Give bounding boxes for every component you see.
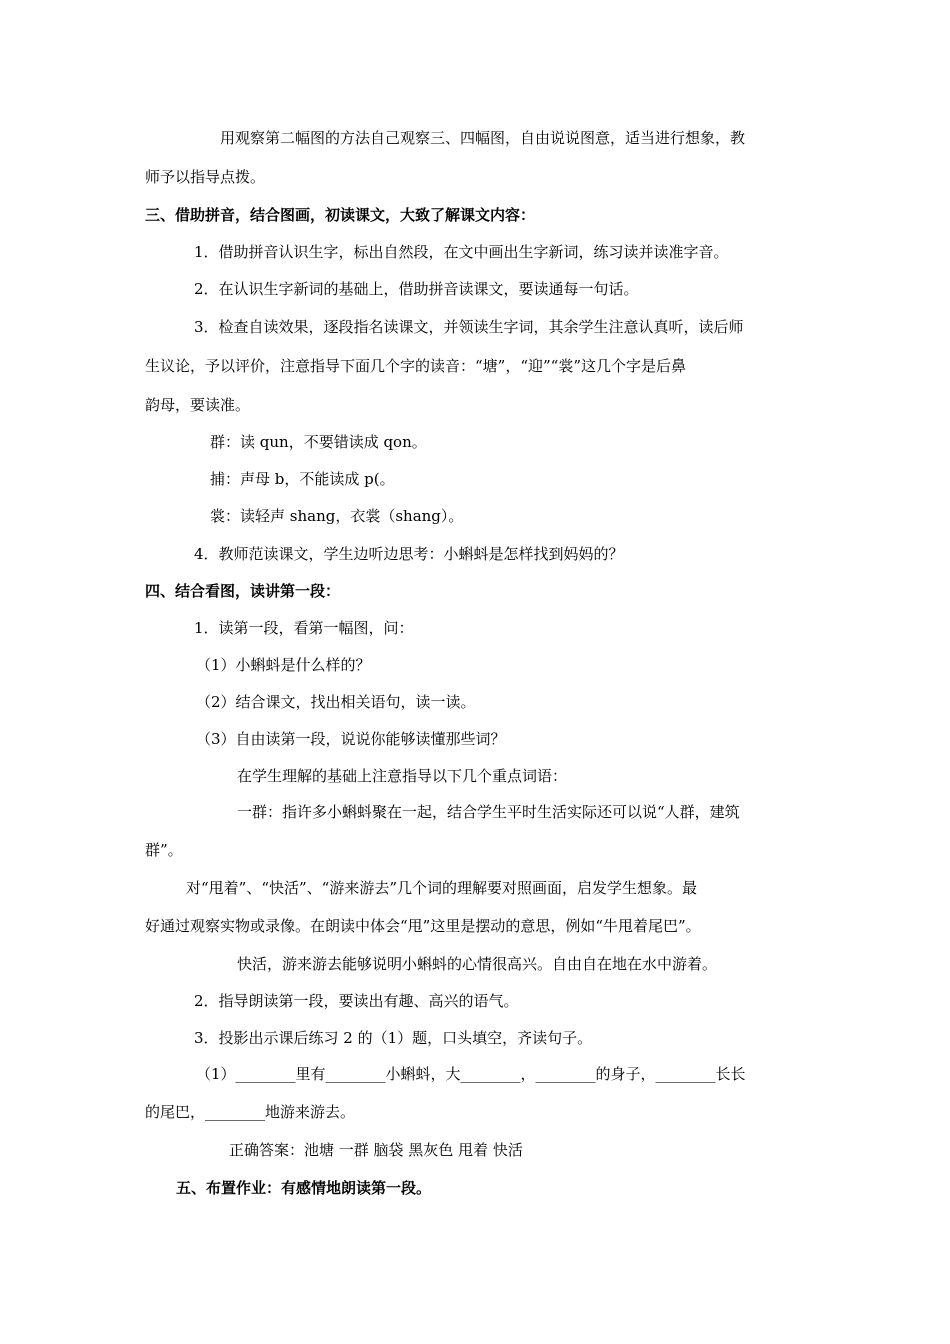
paragraph-line: 用观察第二幅图的方法自己观察三、四幅图，自由说说图意，适当进行想象，教 [220,129,746,147]
pronunciation-note: 捕：声母 b，不能读成 p(。 [210,470,395,488]
list-item: 4．教师范读课文，学生边听边思考：小蝌蚪是怎样找到妈妈的？ [194,545,624,563]
paragraph-line: 群”。 [145,841,183,859]
paragraph-line: 好通过观察实物或录像。在朗读中体会“甩”这里是摆动的意思，例如“牛甩着尾巴”。 [145,917,701,935]
sub-question: （3）自由读第一段，说说你能够读懂那些词？ [196,730,506,748]
section-heading-4: 四、结合看图，读讲第一段： [145,582,341,600]
fill-blank-exercise: 的尾巴，________地游来游去。 [145,1103,356,1121]
paragraph-line: 师予以指导点拨。 [145,168,266,186]
section-heading-5: 五、布置作业：有感情地朗读第一段。 [176,1179,432,1197]
section-heading-3: 三、借助拼音，结合图画，初读课文，大致了解课文内容： [145,206,536,224]
paragraph-line: 对“甩着”、“快活”、“游来游去”几个词的理解要对照画面，启发学生想象。最 [186,879,698,897]
list-item: 1．借助拼音认识生字，标出自然段，在文中画出生字新词，练习读并读准字音。 [194,243,729,261]
paragraph-line: 在学生理解的基础上注意指导以下几个重点词语： [237,767,568,785]
fill-blank-exercise: （1）________里有________小蝌蚪，大________，________的身子，________长长 [196,1065,746,1083]
paragraph-line: 生议论，予以评价，注意指导下面几个字的读音：“塘”，“迎”“裳”这几个字是后鼻 [145,357,687,375]
answer-line: 正确答案：池塘 一群 脑袋 黑灰色 甩着 快活 [229,1141,523,1159]
sub-question: （2）结合课文，找出相关语句，读一读。 [196,693,476,711]
list-item: 2．在认识生字新词的基础上，借助拼音读课文，要读通每一句话。 [194,280,639,298]
list-item: 2．指导朗读第一段，要读出有趣、高兴的语气。 [194,992,519,1010]
paragraph-line: 韵母，要读准。 [145,396,251,414]
list-item: 3．投影出示课后练习 2 的（1）题，口头填空，齐读句子。 [194,1029,593,1047]
pronunciation-note: 群：读 qun，不要错读成 qon。 [210,433,427,451]
pronunciation-note: 裳：读轻声 shang，衣裳（shang）。 [210,507,464,525]
list-item: 1．读第一段，看第一幅图，问： [194,619,414,637]
paragraph-line: 一群：指许多小蝌蚪聚在一起，结合学生平时生活实际还可以说“人群，建筑 [237,803,740,821]
paragraph-line: 快活，游来游去能够说明小蝌蚪的心情很高兴。自由自在地在水中游着。 [237,955,718,973]
sub-question: （1）小蝌蚪是什么样的？ [196,656,371,674]
list-item: 3．检查自读效果，逐段指名读课文，并领读生字词，其余学生注意认真听，读后师 [194,318,744,336]
